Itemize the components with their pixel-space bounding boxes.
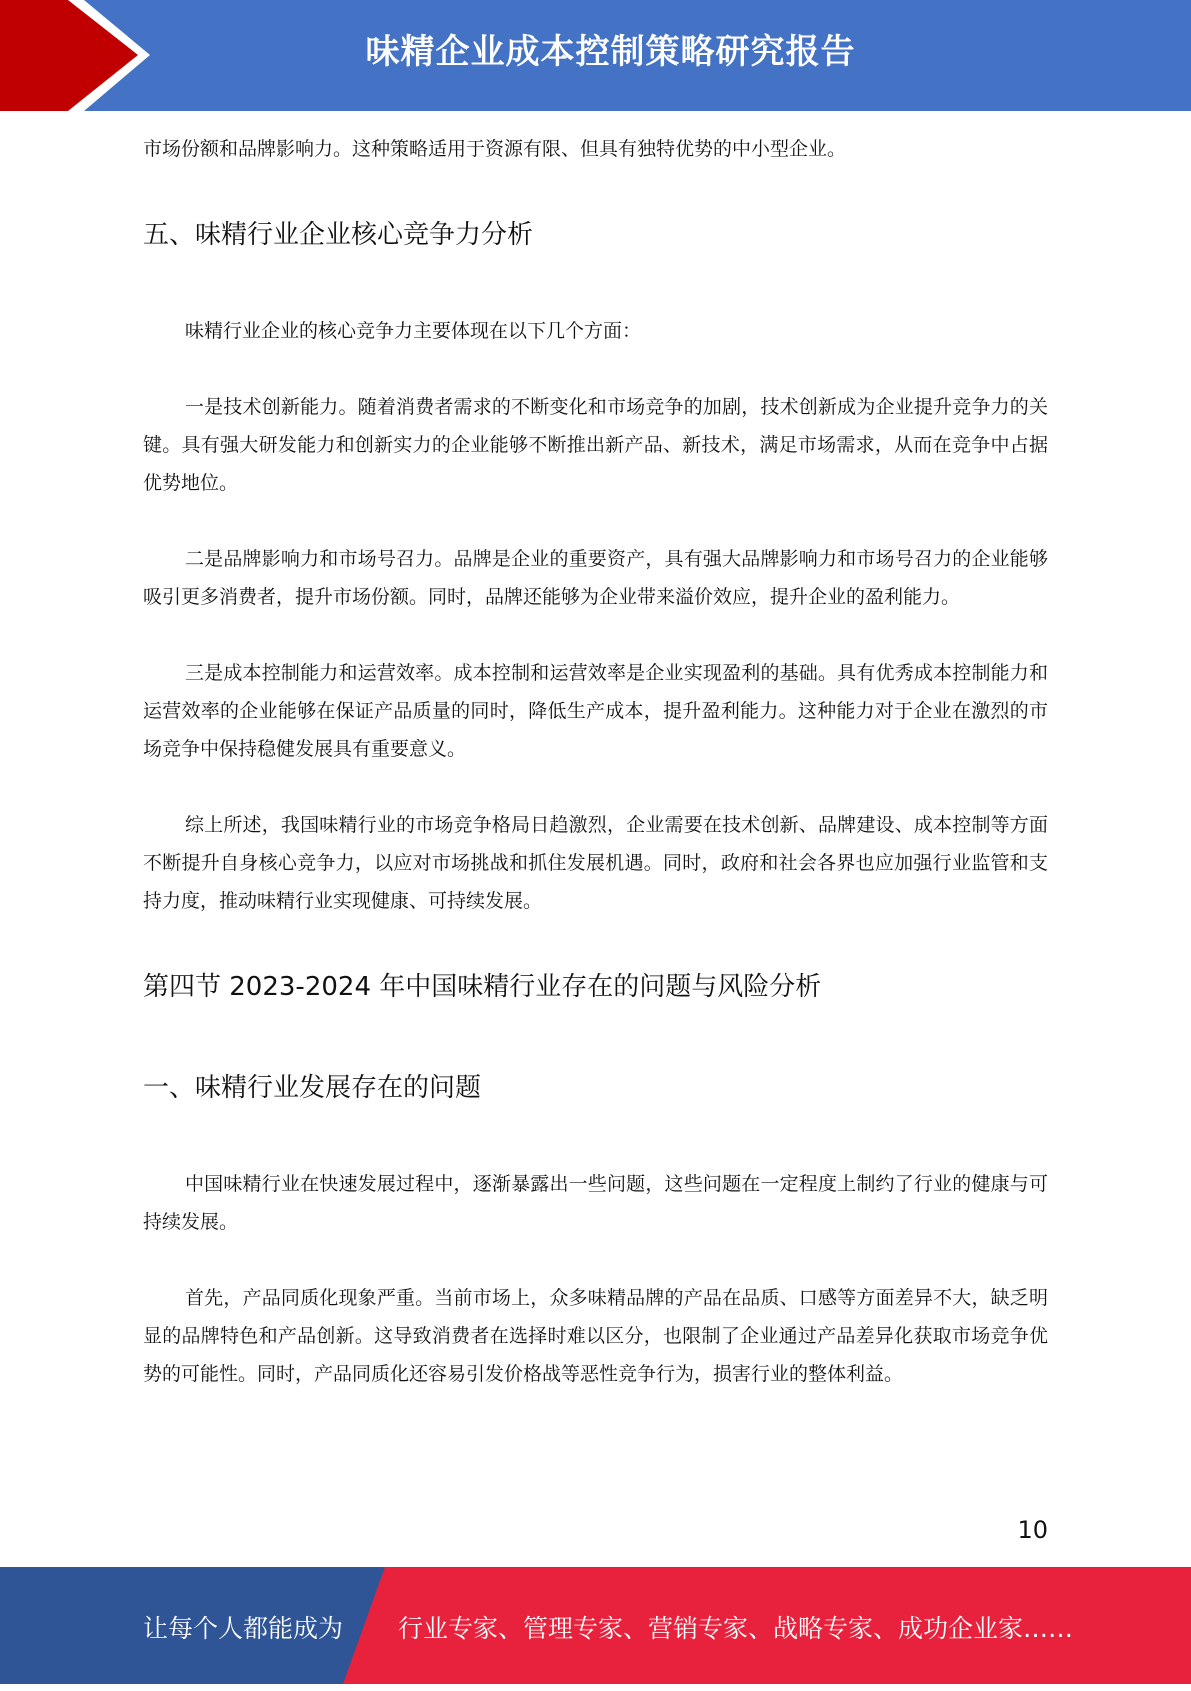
paragraph: 味精行业企业的核心竞争力主要体现在以下几个方面： [185, 320, 642, 342]
page-footer [0, 1567, 1191, 1684]
footer-slogan-left: 让每个人都能成为 [143, 1614, 344, 1643]
page-header [0, 0, 1191, 111]
footer-slogan-right: 行业专家、管理专家、营销专家、战略专家、成功企业家…… [398, 1614, 1074, 1643]
paragraph: 综上所述，我国味精行业的市场竞争格局日趋激烈，企业需要在技术创新、品牌建设、成本控制等方面不断提升自身核心竞争力，以应对市场挑战和抓住发展机遇。同时，政府和社会各界也应加强行业监管和支持力度，推动味精行业实现健康、可持续发展。 [143, 814, 1048, 912]
paragraph: 一是技术创新能力。随着消费者需求的不断变化和市场竞争的加剧，技术创新成为企业提升竞争力的关键。具有强大研发能力和创新实力的企业能够不断推出新产品、新技术，满足市场需求，从而在竞争中占据优势地位。 [143, 396, 1048, 494]
paragraph: 三是成本控制能力和运营效率。成本控制和运营效率是企业实现盈利的基础。具有优秀成本控制能力和运营效率的企业能够在保证产品质量的同时，降低生产成本，提升盈利能力。这种能力对于企业在激烈的市场竞争中保持稳健发展具有重要意义。 [143, 662, 1048, 760]
paragraph: 中国味精行业在快速发展过程中，逐渐暴露出一些问题，这些问题在一定程度上制约了行业的健康与可持续发展。 [143, 1173, 1048, 1233]
chapter-heading: 第四节 2023-2024 年中国味精行业存在的问题与风险分析 [143, 972, 822, 1002]
section-heading: 一、味精行业发展存在的问题 [143, 1073, 482, 1103]
page-number: 10 [1017, 1516, 1048, 1544]
paragraph: 首先，产品同质化现象严重。当前市场上，众多味精品牌的产品在品质、口感等方面差异不大，缺乏明显的品牌特色和产品创新。这导致消费者在选择时难以区分，也限制了企业通过产品差异化获取市场竞争优势的可能性。同时，产品同质化还容易引发价格战等恶性竞争行为，损害行业的整体利益。 [143, 1287, 1048, 1385]
section-heading: 五、味精行业企业核心竞争力分析 [143, 220, 534, 250]
report-title: 味精企业成本控制策略研究报告 [365, 32, 856, 72]
paragraph: 市场份额和品牌影响力。这种策略适用于资源有限、但具有独特优势的中小型企业。 [143, 138, 847, 160]
paragraph: 二是品牌影响力和市场号召力。品牌是企业的重要资产，具有强大品牌影响力和市场号召力的企业能够吸引更多消费者，提升市场份额。同时，品牌还能够为企业带来溢价效应，提升企业的盈利能力。 [143, 548, 1048, 608]
document-body [143, 130, 1048, 1393]
